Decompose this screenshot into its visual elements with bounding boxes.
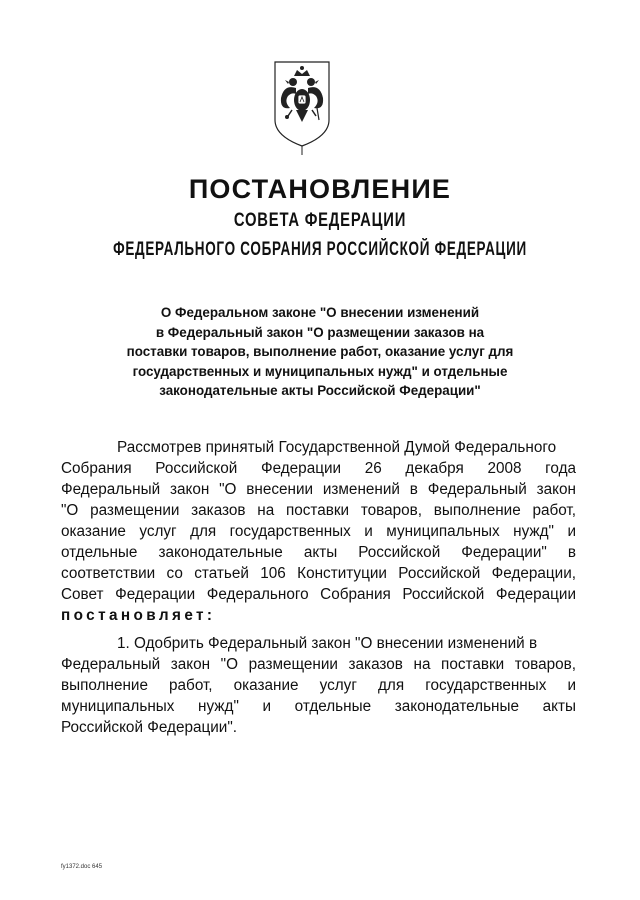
issuing-body-line-2: ФЕДЕРАЛЬНОГО СОБРАНИЯ РОССИЙСКОЙ ФЕДЕРАЦИИ [113, 239, 527, 260]
resolution-line: Российской Федерации". [61, 719, 238, 736]
resolves-keyword: постановляет: [61, 607, 216, 624]
preamble-line: отдельные законодательные акты Российской Федерации" в [61, 544, 576, 561]
document-title: ПОСТАНОВЛЕНИЕ [188, 174, 452, 204]
document-file-code: fy1372.doc 645 [61, 864, 103, 870]
preamble-line: Рассмотрев принятый Государственной Думой Федерального [117, 439, 557, 456]
preamble-line: "О размещении заказов на поставки товаров, выполнение работ, [61, 502, 576, 519]
preamble-line: оказание услуг для государственных и муниципальных нужд" и [61, 523, 576, 540]
subject-line: О Федеральном законе "О внесении изменений [160, 305, 480, 320]
preamble-paragraph [61, 437, 576, 626]
subject-line: в Федеральный закон "О размещении заказов на [155, 324, 485, 340]
subject-line: поставки товаров, выполнение работ, оказание услуг для [126, 344, 514, 360]
document-subject [60, 303, 580, 401]
preamble-line: Совет Федерации Федерального Собрания Российской Федерации [61, 586, 576, 603]
preamble-line: соответствии со статьей 106 Конституции Российской Федерации, [61, 565, 576, 582]
resolution-line: Федеральный закон "О размещении заказов на поставки товаров, [61, 656, 576, 673]
issuing-body-line-1: СОВЕТА ФЕДЕРАЦИИ [233, 210, 407, 231]
preamble-line: Федеральный закон "О внесении изменений в Федеральный закон [61, 481, 576, 498]
resolution-line: выполнение работ, оказание услуг для государственных и [61, 677, 576, 694]
resolution-line: 1. Одобрить Федеральный закон "О внесении изменений в [117, 635, 538, 652]
coat-of-arms-icon [272, 58, 332, 158]
resolution-line: муниципальных нужд" и отдельные законодательные акты [61, 698, 576, 715]
subject-line: законодательные акты Российской Федерации" [159, 383, 481, 399]
preamble-line: Собрания Российской Федерации 26 декабря 2008 года [61, 460, 576, 477]
subject-line: государственных и муниципальных нужд" и отдельные [132, 363, 508, 379]
resolution-item-1 [61, 633, 576, 738]
